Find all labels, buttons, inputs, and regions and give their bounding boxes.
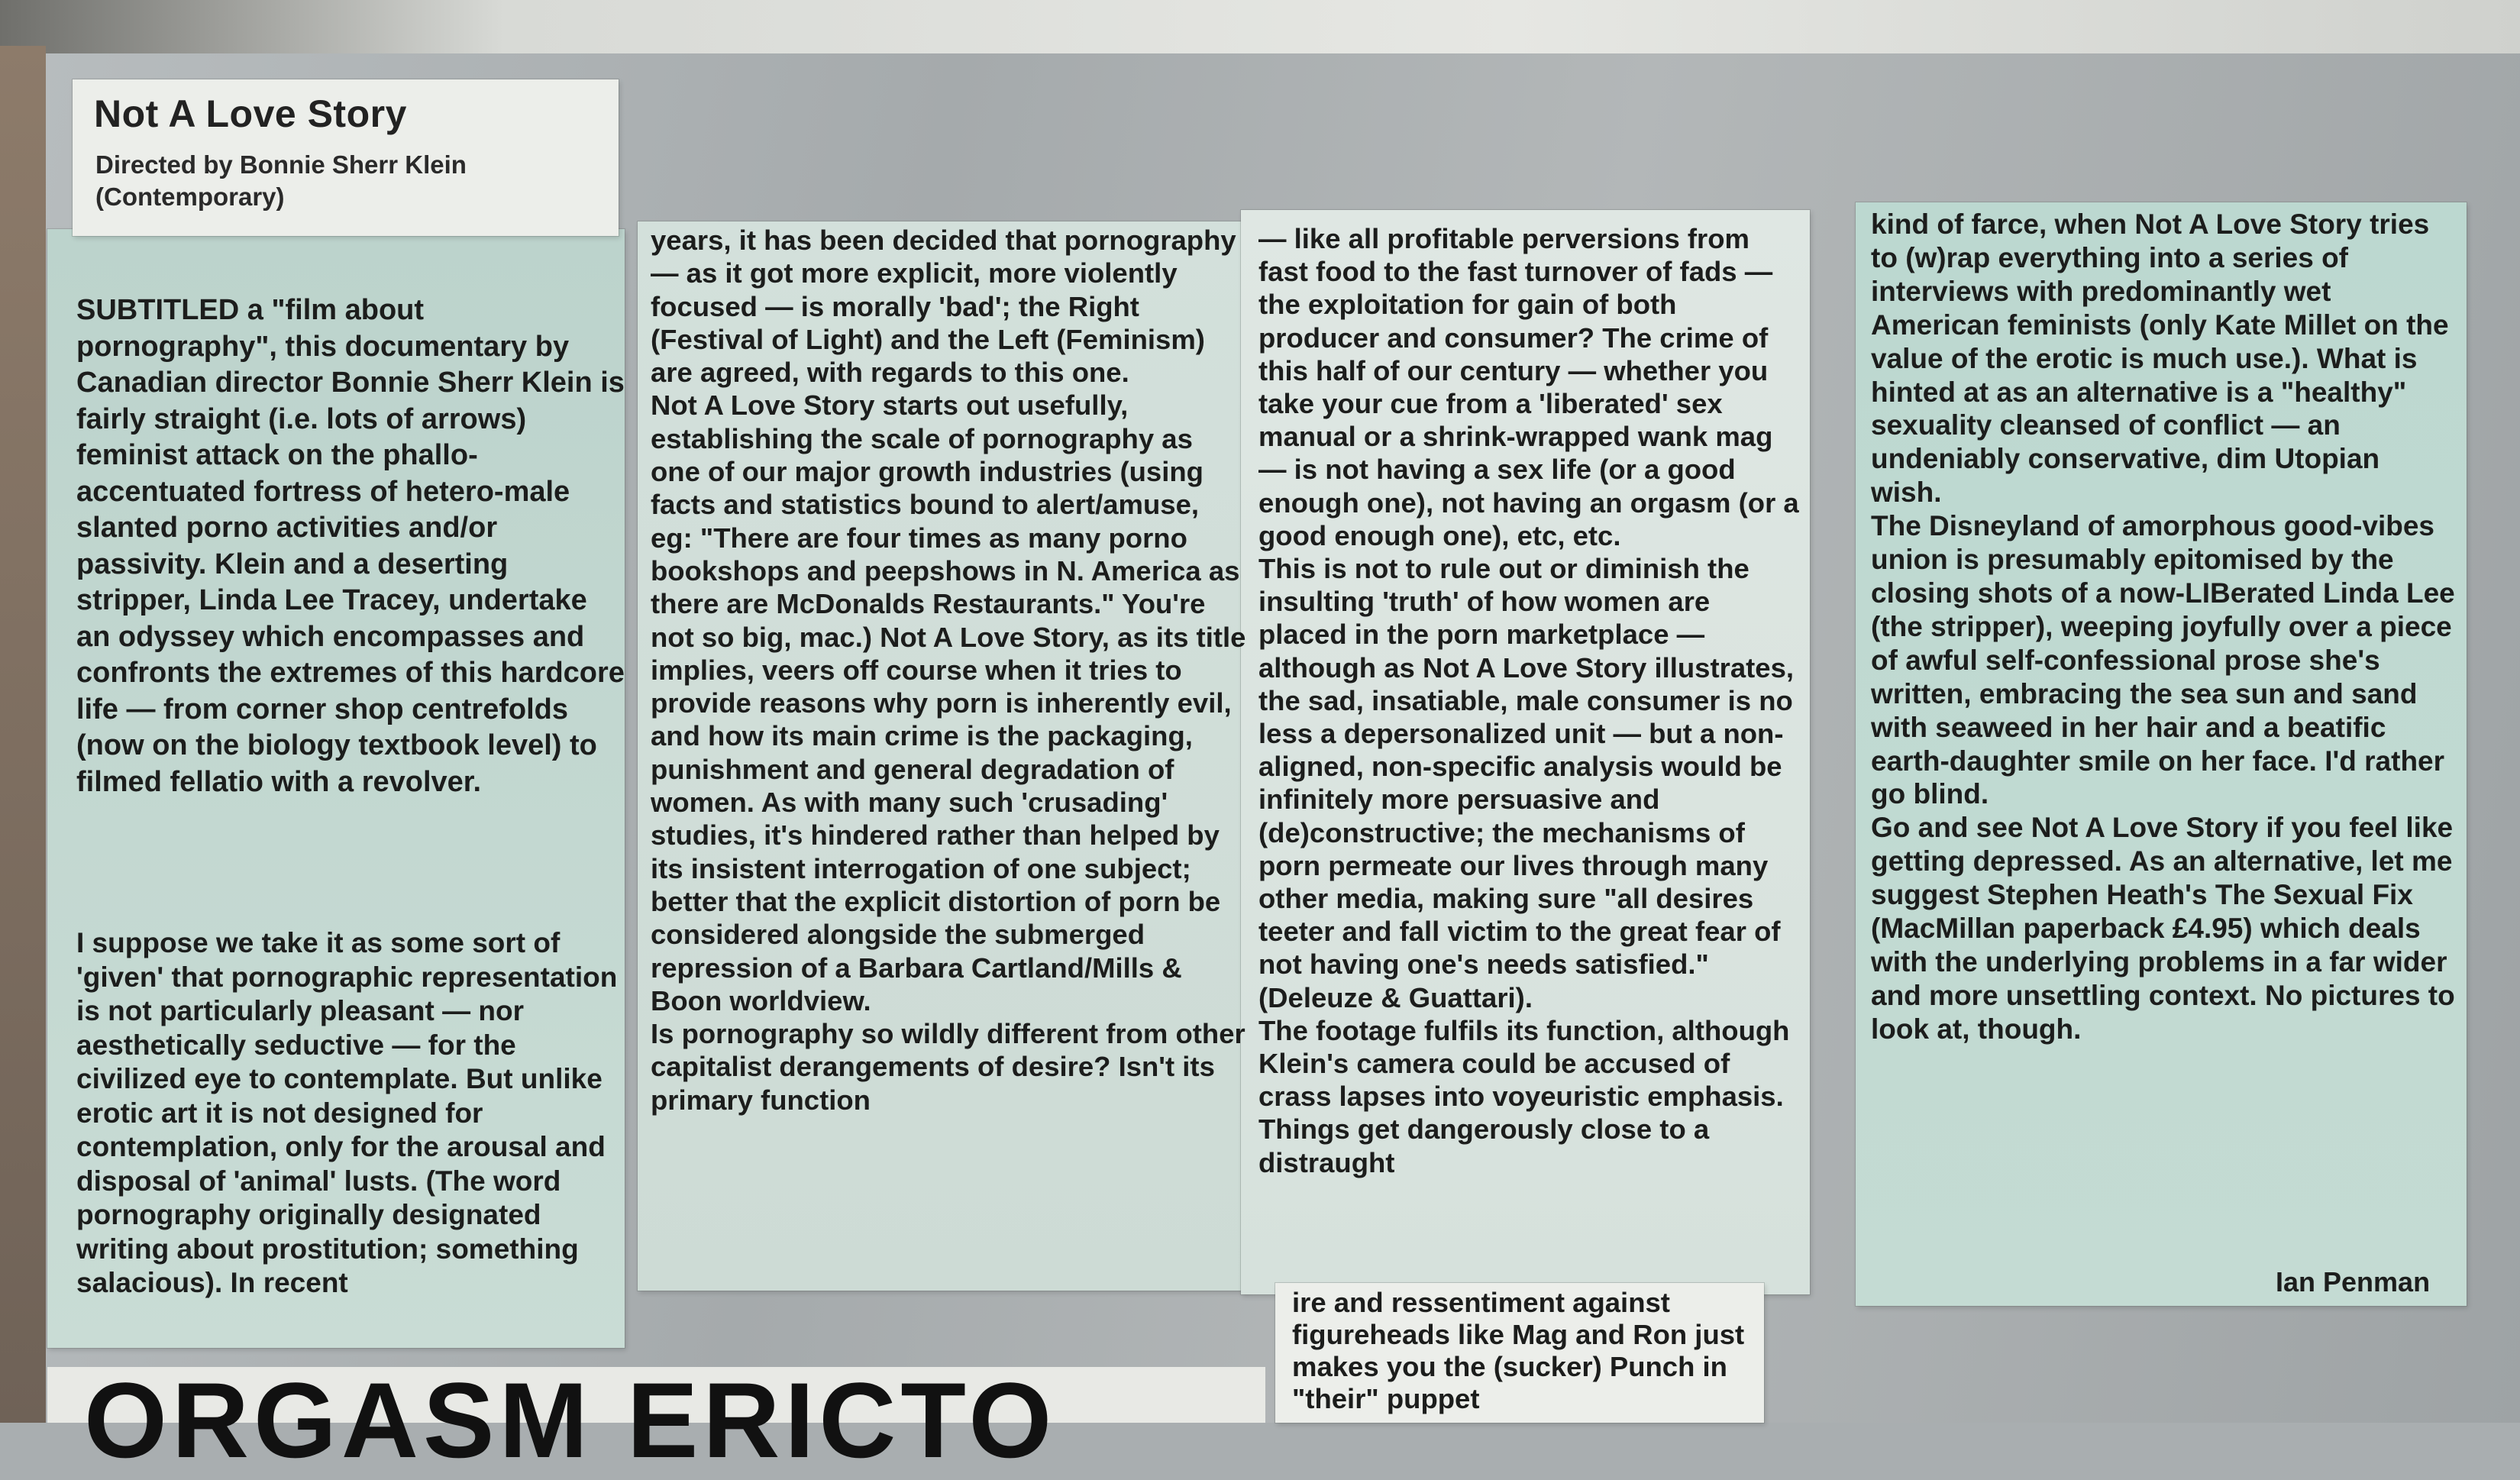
column-3-text: — like all profitable perversions from fast food to the fast turnover of fads — the exploitation for gain of both producer and consumer? The crime of this half of our century — whether you take your cue from a 'liberated' sex manual or a shrink-wrapped wank mag — is not having a sex life (or a good enough one), not having an orgasm (or a good enough one), etc, etc. This is not to rule out or diminish the insulting 'truth' of how women are placed in the porn marketplace — although as Not A Love Story illustrates, the sad, insatiable, male consumer is no less a depersonalized unit — but a non-aligned, non-specific analysis would be infinitely more persuasive and (de)constructive; the mechanisms of porn permeate our lives through many other media, making sure "all desires teeter and fall victim to the great fear of not having one's needs satisfied." (Deleuze & Guattari). The footage fulfils its function, although Klein's camera could be accused of crass lapses into voyeuristic emphasis. Things get dangerously close to a distraught: [1258, 223, 1799, 1178]
column-2-text: years, it has been decided that pornography — as it got more explicit, more violently focused — is morally 'bad'; the Right (Festival of Light) and the Left (Feminism) are agreed, with regards to this one. Not A Love Story starts out usefully, establishing the scale of pornography as one of our major growth industries (using facts and statistics bound to alert/amuse, eg: "There are four times as many porno bookshops and peepshows in N. America as there are McDonalds Restaurants." You're not so big, mac.) Not A Love Story, as its title implies, veers off course when it tries to provide reasons why porn is inherently evil, and how its main crime is the packaging, punishment and general degradation of women. As with many such 'crusading' studies, it's hindered rather than helped by its insistent interrogation of one subject; better that the explicit distortion of porn be considered alongside the submerged repression of a Barbara Cartland/Mills & Boon worldview. Is pornography so wildly different from other capitalist derangements of desire? Isn't its primary function: [651, 225, 1246, 1116]
review-subtitle: Directed by Bonnie Sherr Klein (Contemporary): [95, 150, 467, 211]
left-board-edge: [0, 46, 46, 1423]
column-4-text: kind of farce, when Not A Love Story tries to (w)rap everything into a series of interviews with predominantly wet American feminists (only Kate Millet on the value of the erotic is much use.). What is hinted at as an alternative is a "healthy" sexuality cleansed of conflict — an undeniably conservative, dim Utopian wish. The Disneyland of amorphous good-vibes union is presumably epitomised by the closing shots of a now-LIBerated Linda Lee (the stripper), weeping joyfully over a piece of awful self-confessional prose she's written, embracing the sea sun and sand with seaweed in her hair and a beatific earth-daughter smile on her face. I'd rather go blind. Go and see Not A Love Story if you feel like getting depressed. As an alternative, let me suggest Stephen Heath's The Sexual Fix (MacMillan paperback £4.95) which deals with the underlying problems in a far wider and more unsettling context. No pictures to look at, though.: [1871, 208, 2455, 1045]
review-title: Not A Love Story: [94, 92, 407, 135]
byline: Ian Penman: [2276, 1266, 2431, 1297]
column-1-paragraph-2: I suppose we take it as some sort of 'given' that pornographic representation is not particularly pleasant — nor aesthetically seductive — for the civilized eye to contemplate. But unlike erotic art it is not designed for contemplation, only for the arousal and disposal of 'animal' lusts. (The word pornography originally designated writing about prostitution; something salacious). In recent: [76, 927, 618, 1298]
partial-headline: ORGASM ERICTO: [84, 1360, 1057, 1480]
column-1-paragraph-1: SUBTITLED a "film about pornography", this documentary by Canadian director Bonnie Sherr Klein is fairly straight (i.e. lots of arrows) feminist attack on the phallo-accentuated fortress of hetero-male slanted porno activities and/or passivity. Klein and a deserting stripper, Linda Lee Tracey, undertake an odyssey which encompasses and confronts the extremes of this hardcore life — from corner shop centrefolds (now on the biology textbook level) to filmed fellatio with a revolver.: [76, 294, 625, 798]
column-3-continuation: ire and ressentiment against figureheads like Mag and Ron just makes you the (sucker) Punch in "their" puppet: [1292, 1287, 1745, 1414]
top-paper-strip: [0, 0, 2520, 53]
